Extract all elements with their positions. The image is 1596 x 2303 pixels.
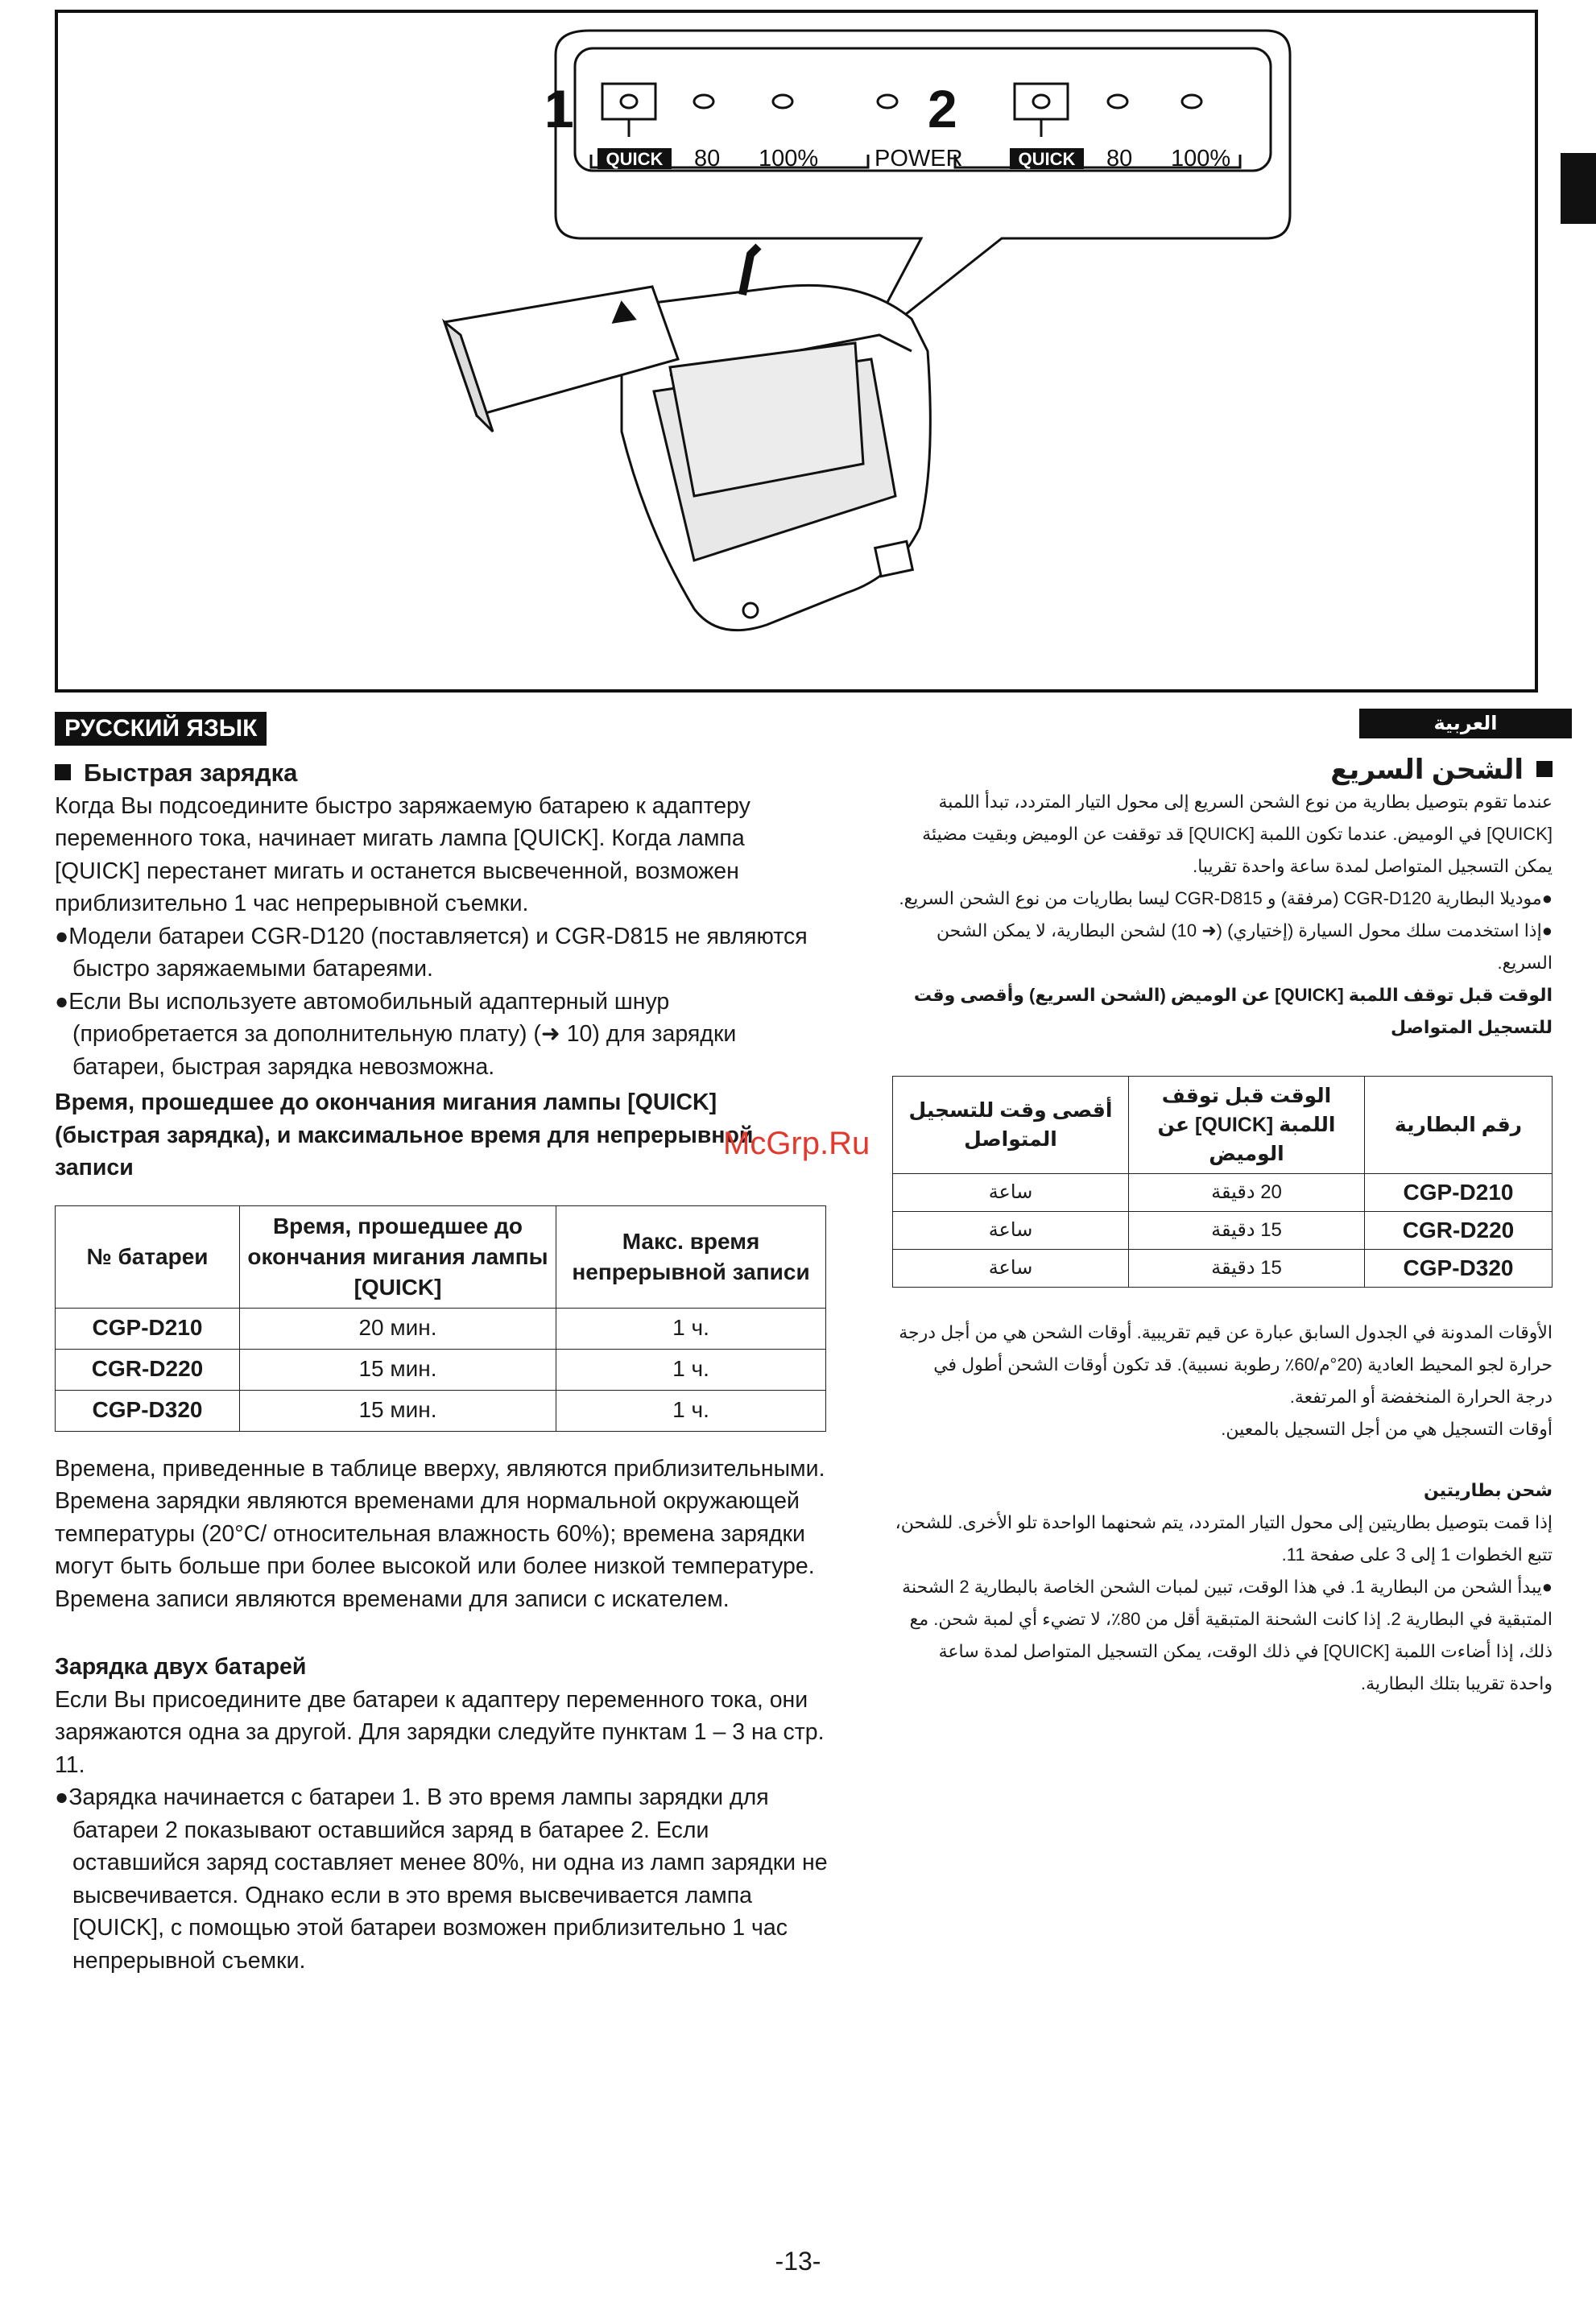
ar-table-cell: ساعة xyxy=(893,1174,1129,1212)
ar-table-cell: 15 دقيقة xyxy=(1129,1212,1365,1250)
ar-table-cell: ساعة xyxy=(893,1250,1129,1288)
square-bullet-icon xyxy=(1536,761,1553,777)
ru-table-cell: CGP-D320 xyxy=(56,1390,240,1431)
table-row xyxy=(893,1174,1553,1212)
page-edge-tab xyxy=(1561,153,1596,224)
ru-table-header: Время, прошедшее до окончания мигания лампы [QUICK] xyxy=(240,1205,556,1308)
table-row xyxy=(56,1308,826,1349)
quick-lamp-2 xyxy=(1015,84,1068,119)
ar-two-batteries-title: شحن بطاريتين xyxy=(1423,1480,1553,1500)
charger-diagram xyxy=(58,13,1541,696)
ru-table-header: № батареи xyxy=(56,1205,240,1308)
quick-label-2: QUICK xyxy=(1018,149,1076,169)
ru-two-batteries-bullet: ●Зарядка начинается с батареи 1. В это время лампы зарядки для батареи 2 показывают оставшийся заряд в батарее 2. Если оставшийся заряд составляет менее 80%, ни одна из ламп зарядки не высвечивается. Однако если в это время высвечивается лампа [QUICK], с помощью этой батареи возможен приблизительно 1 час непрерывной съемки. xyxy=(55,1784,828,1974)
slot-1-number: 1 xyxy=(544,79,574,139)
table-row xyxy=(56,1390,826,1431)
ar-table-cell: ساعة xyxy=(893,1212,1129,1250)
ar-bullet-1: ●موديلا البطارية CGR-D120 (مرفقة) و CGR-D815 ليسا بطاريات من نوع الشحن السريع. xyxy=(899,888,1553,908)
ar-note-2: أوقات التسجيل هي من أجل التسجيل بالمعين. xyxy=(1221,1419,1553,1439)
ru-table-cell: 1 ч. xyxy=(556,1349,826,1390)
power-label: POWER xyxy=(874,146,963,172)
ru-two-batteries-text: Если Вы присоедините две батареи к адаптеру переменного тока, они заряжаются одна за другой. Для зарядки следуйте пунктам 1 – 3 на стр. 11. xyxy=(55,1686,825,1778)
pct-100-label-1: 100% xyxy=(759,146,819,172)
power-cord xyxy=(742,246,759,295)
ru-table-heading: Время, прошедшее до окончания мигания лампы [QUICK] (быстрая зарядка), и максимальное время для непрерывной записи xyxy=(55,1089,754,1180)
square-bullet-icon xyxy=(55,764,71,780)
ar-section-title: الشحن السريع xyxy=(1330,755,1524,785)
ru-table-cell: CGR-D220 xyxy=(56,1349,240,1390)
ar-table-cell: 20 دقيقة xyxy=(1129,1174,1365,1212)
ar-table-cell: CGR-D220 xyxy=(1365,1212,1553,1250)
ru-table-header-row xyxy=(56,1205,826,1308)
pct-100-label-2: 100% xyxy=(1171,146,1231,172)
ar-table-header: الوقت قبل توقف اللمبة [QUICK] عن الوميض xyxy=(1129,1077,1365,1174)
ar-note: الأوقات المدونة في الجدول السابق عبارة عن قيم تقريبية. أوقات الشحن هي من أجل درجة حرارة لجو المحيط العادية (20°م/60٪ رطوبة نسبية). قد تكون أوقات الشحن أطول في درجة الحرارة المنخفضة أو المرتفعة. xyxy=(899,1322,1553,1407)
ru-table-header: Макс. время непрерывной записи xyxy=(556,1205,826,1308)
ar-table-cell: CGP-D210 xyxy=(1365,1174,1553,1212)
ar-table-header: أقصى وقت للتسجيل المتواصل xyxy=(893,1077,1129,1174)
ar-table-heading: الوقت قبل توقف اللمبة [QUICK] عن الوميض (الشحن السريع) وأقصى وقت للتسجيل المتواصل xyxy=(913,985,1553,1037)
watermark: McGrp.Ru xyxy=(723,1126,870,1161)
ru-table-cell: 1 ч. xyxy=(556,1308,826,1349)
table-row xyxy=(893,1250,1553,1288)
ru-charging-table xyxy=(55,1205,826,1432)
ar-table-cell: CGP-D320 xyxy=(1365,1250,1553,1288)
ru-two-batteries-title: Зарядка двух батарей xyxy=(55,1654,307,1680)
pct-80-label-2: 80 xyxy=(1106,146,1133,172)
page-number: -13- xyxy=(775,2247,821,2276)
ru-table-cell: 1 ч. xyxy=(556,1390,826,1431)
ru-table-cell: CGP-D210 xyxy=(56,1308,240,1349)
ar-bullet-2: ●إذا استخدمت سلك محول السيارة (إختياري) (➜ 10) لشحن البطارية، لا يمكن الشحن السريع. xyxy=(936,920,1553,973)
ru-intro: Когда Вы подсоедините быстро заряжаемую батарею к адаптеру переменного тока, начинает мигать лампа [QUICK]. Когда лампа [QUICK] перестанет мигать и останется высвеченной, возможен приблизительно 1 час непрерывной съемки. xyxy=(55,792,750,916)
ar-table-cell: 15 دقيقة xyxy=(1129,1250,1365,1288)
ar-intro: عندما تقوم بتوصيل بطارية من نوع الشحن السريع إلى محول التيار المتردد، تبدأ اللمبة [QUICK] في الوميض. عندما تكون اللمبة [QUICK] قد توقفت عن الوميض وبقيت مضيئة يمكن التسجيل المتواصل لمدة ساعة واحدة تقريبا. xyxy=(922,792,1553,876)
pct-80-label-1: 80 xyxy=(694,146,721,172)
russian-language-badge: РУССКИЙ ЯЗЫК xyxy=(55,712,267,746)
ru-table-cell: 15 мин. xyxy=(240,1349,556,1390)
table-row xyxy=(893,1212,1553,1250)
ru-bullet-2: ●Если Вы используете автомобильный адаптерный шнур (приобретается за дополнительную плату) (➜ 10) для зарядки батареи, быстрая зарядка невозможна. xyxy=(55,988,737,1080)
ru-note: Времена, приведенные в таблице вверху, являются приблизительными. Времена зарядки являются временами для нормальной окружающей температуры (20°C/ относительная влажность 60%); времена зарядки могут быть больше при более высокой или более низкой температуре. Времена записи являются временами для записи с искателем. xyxy=(55,1455,825,1612)
ru-section-title: Быстрая зарядка xyxy=(84,759,298,787)
slot-2-number: 2 xyxy=(928,79,957,139)
quick-lamp-1 xyxy=(602,84,655,119)
ar-table-header: رقم البطارية xyxy=(1365,1077,1553,1174)
quick-label-1: QUICK xyxy=(606,149,664,169)
ar-two-batteries-bullet: ●يبدأ الشحن من البطارية 1. في هذا الوقت، تبين لمبات الشحن الخاصة بالبطارية 2 الشحنة المتبقية في البطارية 2. إذا كانت الشحنة المتبقية أقل من 80٪، لا تضيء أي لمبة شحن. مع ذلك، إذا أضاءت اللمبة [QUICK] في ذلك الوقت، يمكن التسجيل المتواصل لمدة ساعة واحدة تقريبا بتلك البطارية. xyxy=(902,1577,1553,1693)
charger-illustration xyxy=(55,10,1538,693)
russian-section xyxy=(55,757,828,1977)
ru-bullet-1: ●Модели батареи CGR-D120 (поставляется) и CGR-D815 не являются быстро заряжаемыми батареями. xyxy=(55,923,808,982)
ar-two-batteries-text: إذا قمت بتوصيل بطاريتين إلى محول التيار المتردد، يتم شحنهما الواحدة تلو الأخرى. للشحن، تتبع الخطوات 1 إلى 3 على صفحة 11. xyxy=(895,1512,1553,1565)
ar-section-heading xyxy=(892,754,1553,786)
ru-table-cell: 15 мин. xyxy=(240,1390,556,1431)
arabic-section xyxy=(892,754,1553,1700)
ru-section-heading xyxy=(55,757,828,790)
ru-table-cell: 20 мин. xyxy=(240,1308,556,1349)
arabic-language-badge: العربية xyxy=(1359,709,1572,738)
ar-table-header-row xyxy=(893,1077,1553,1174)
table-row xyxy=(56,1349,826,1390)
ar-charging-table xyxy=(892,1076,1553,1288)
